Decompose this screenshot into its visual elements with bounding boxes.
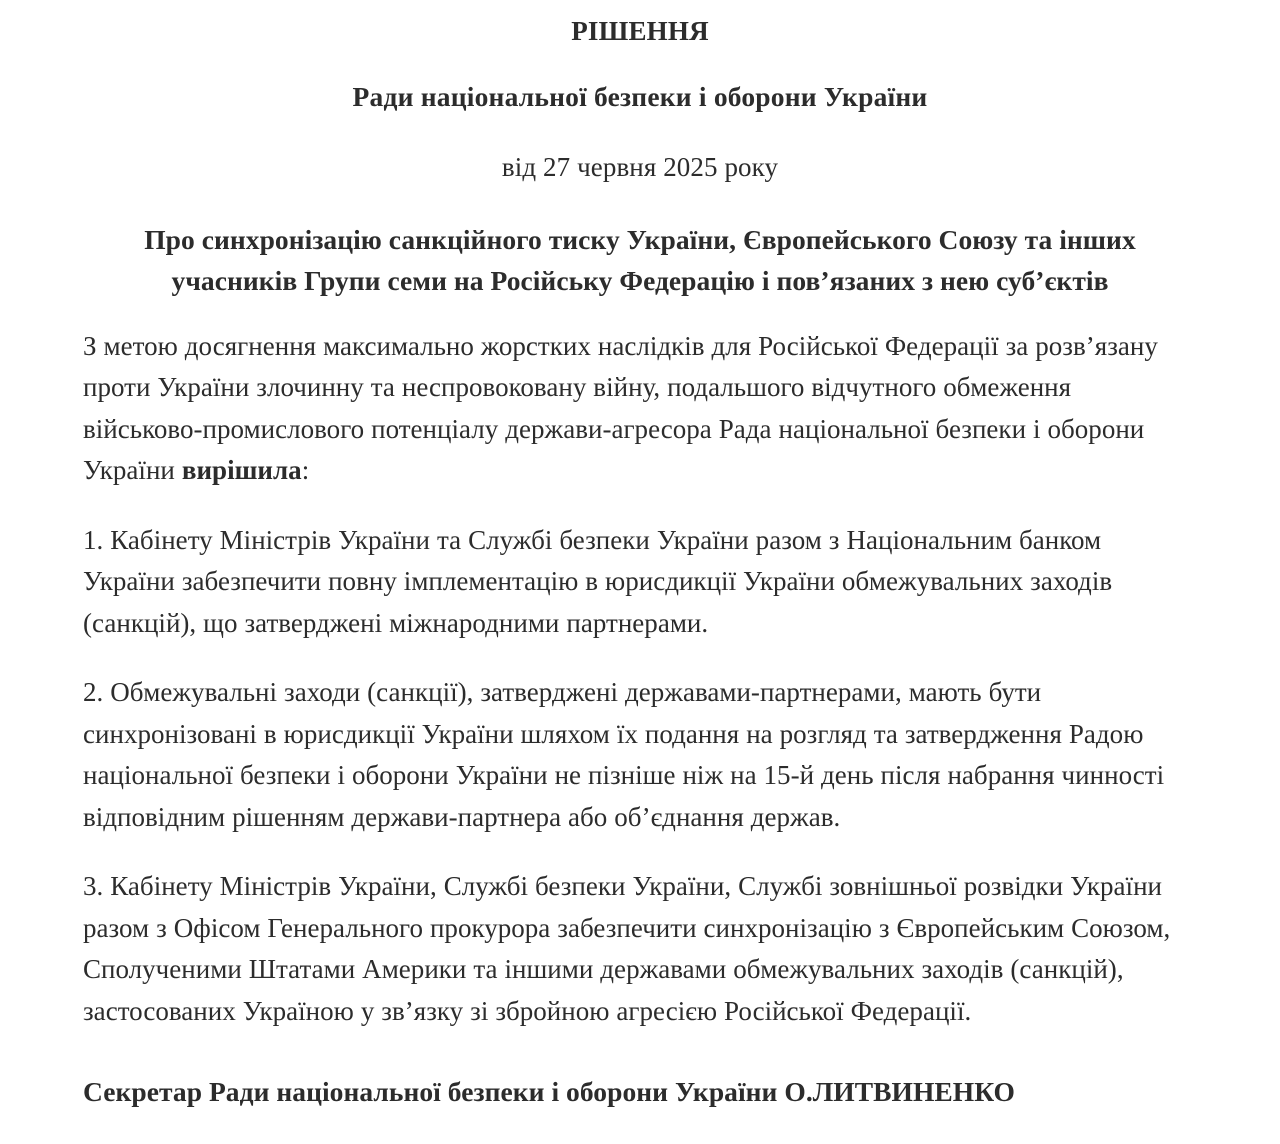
document-body (83, 326, 1197, 1113)
preamble-text-after: : (301, 455, 310, 485)
document-date: від 27 червня 2025 року (501, 151, 779, 182)
clause-paragraph-1: 1. Кабінету Міністрів України та Службі безпеки України разом з Національним банком України забезпечити повну імплементацію в юрисдикції України обмежувальних заходів (санкцій), що затверджені міжнародними партнерами. (83, 524, 1113, 638)
clause-paragraph-2: 2. Обмежувальні заходи (санкції), затверджені державами-партнерами, мають бути синхронізовані в юрисдикції України шляхом їх подання на розгляд та затвердження Радою національної безпеки і оборони України не пізніше ніж на 15-й день після набрання чинності відповідним рішенням держави-партнера або об’єднання держав. (83, 677, 1165, 832)
preamble-paragraph (83, 326, 1197, 492)
clause-paragraph-3: 3. Кабінету Міністрів України, Службі безпеки України, Службі зовнішньої розвідки України разом з Офісом Генерального прокурора забезпечити синхронізацію з Європейським Союзом, Сполученими Штатами Америки та іншими державами обмежувальних заходів (санкцій), застосованих Україною у зв’язку зі збройною агресією Російської Федерації. (83, 871, 1171, 1026)
document-subject-title: Про синхронізацію санкційного тиску України, Європейського Союзу та інших учасників Групи семи на Російську Федерацію і пов’язаних з нею суб’єктів (144, 223, 1136, 296)
document-kind-title: РІШЕННЯ (571, 16, 709, 46)
preamble-emphasis-decided: вирішила (181, 455, 302, 485)
document-header (83, 18, 1197, 111)
preamble-text-before: З метою досягнення максимально жорстких наслідків для Російської Федерації за розв’язану проти України злочинну та неспровоковану війну, подальшого відчутного обмеження військово-промислового потенціалу держави-агресора Рада національної безпеки і оборони України (83, 330, 1158, 485)
signatory-line: Секретар Ради національної безпеки і оборони України О.ЛИТВИНЕНКО (83, 1076, 1015, 1107)
document-page (0, 18, 1280, 1144)
issuing-authority-title: Ради національної безпеки і оборони України (352, 81, 928, 112)
